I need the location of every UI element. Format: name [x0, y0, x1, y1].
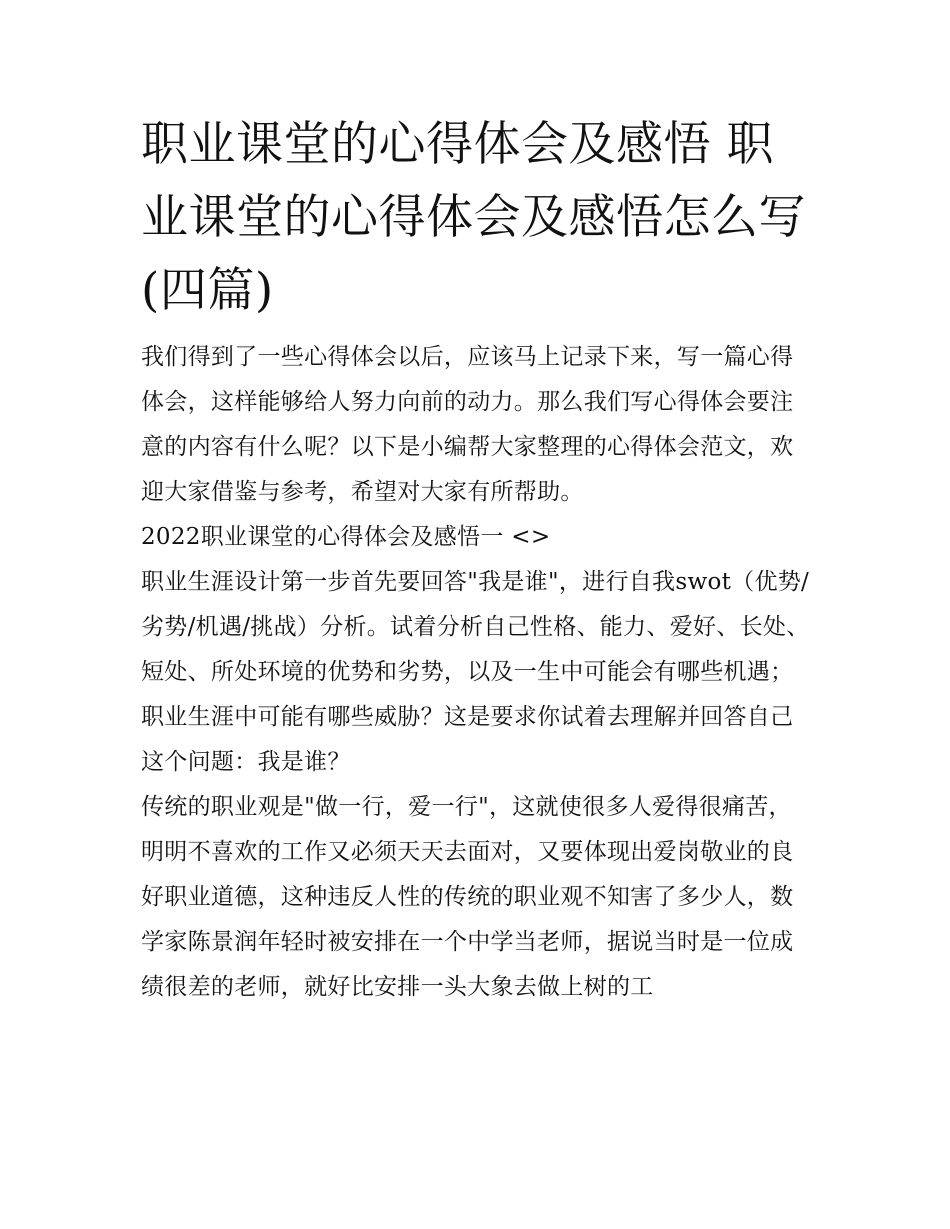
document-title: 职业课堂的心得体会及感悟 职业课堂的心得体会及感悟怎么写(四篇)	[141, 117, 806, 318]
body-paragraph-1: 职业生涯设计第一步首先要回答"我是谁"，进行自我swot（优势/劣势/机遇/挑战）分析。试着分析自己性格、能力、爱好、长处、短处、所处环境的优势和劣势，以及一生中可能会有哪些机遇；职业生涯中可能有哪些威胁？这是要求你试着去理解并回答自己这个问题：我是谁？	[141, 569, 810, 775]
body-paragraph-2: 传统的职业观是"做一行，爱一行"，这就使很多人爱得很痛苦，明明不喜欢的工作又必须天天去面对，又要体现出爱岗敬业的良好职业道德，这种违反人性的传统的职业观不知害了多少人，数学家陈景润年轻时被安排在一个中学当老师，据说当时是一位成绩很差的老师，就好比安排一头大象去做上树的工	[141, 794, 794, 1000]
intro-paragraph: 我们得到了一些心得体会以后，应该马上记录下来，写一篇心得体会，这样能够给人努力向前的动力。那么我们写心得体会要注意的内容有什么呢？以下是小编帮大家整理的心得体会范文，欢迎大家借鉴与参考，希望对大家有所帮助。	[141, 344, 794, 505]
section-heading: 2022职业课堂的心得体会及感悟一 <>	[141, 524, 551, 550]
